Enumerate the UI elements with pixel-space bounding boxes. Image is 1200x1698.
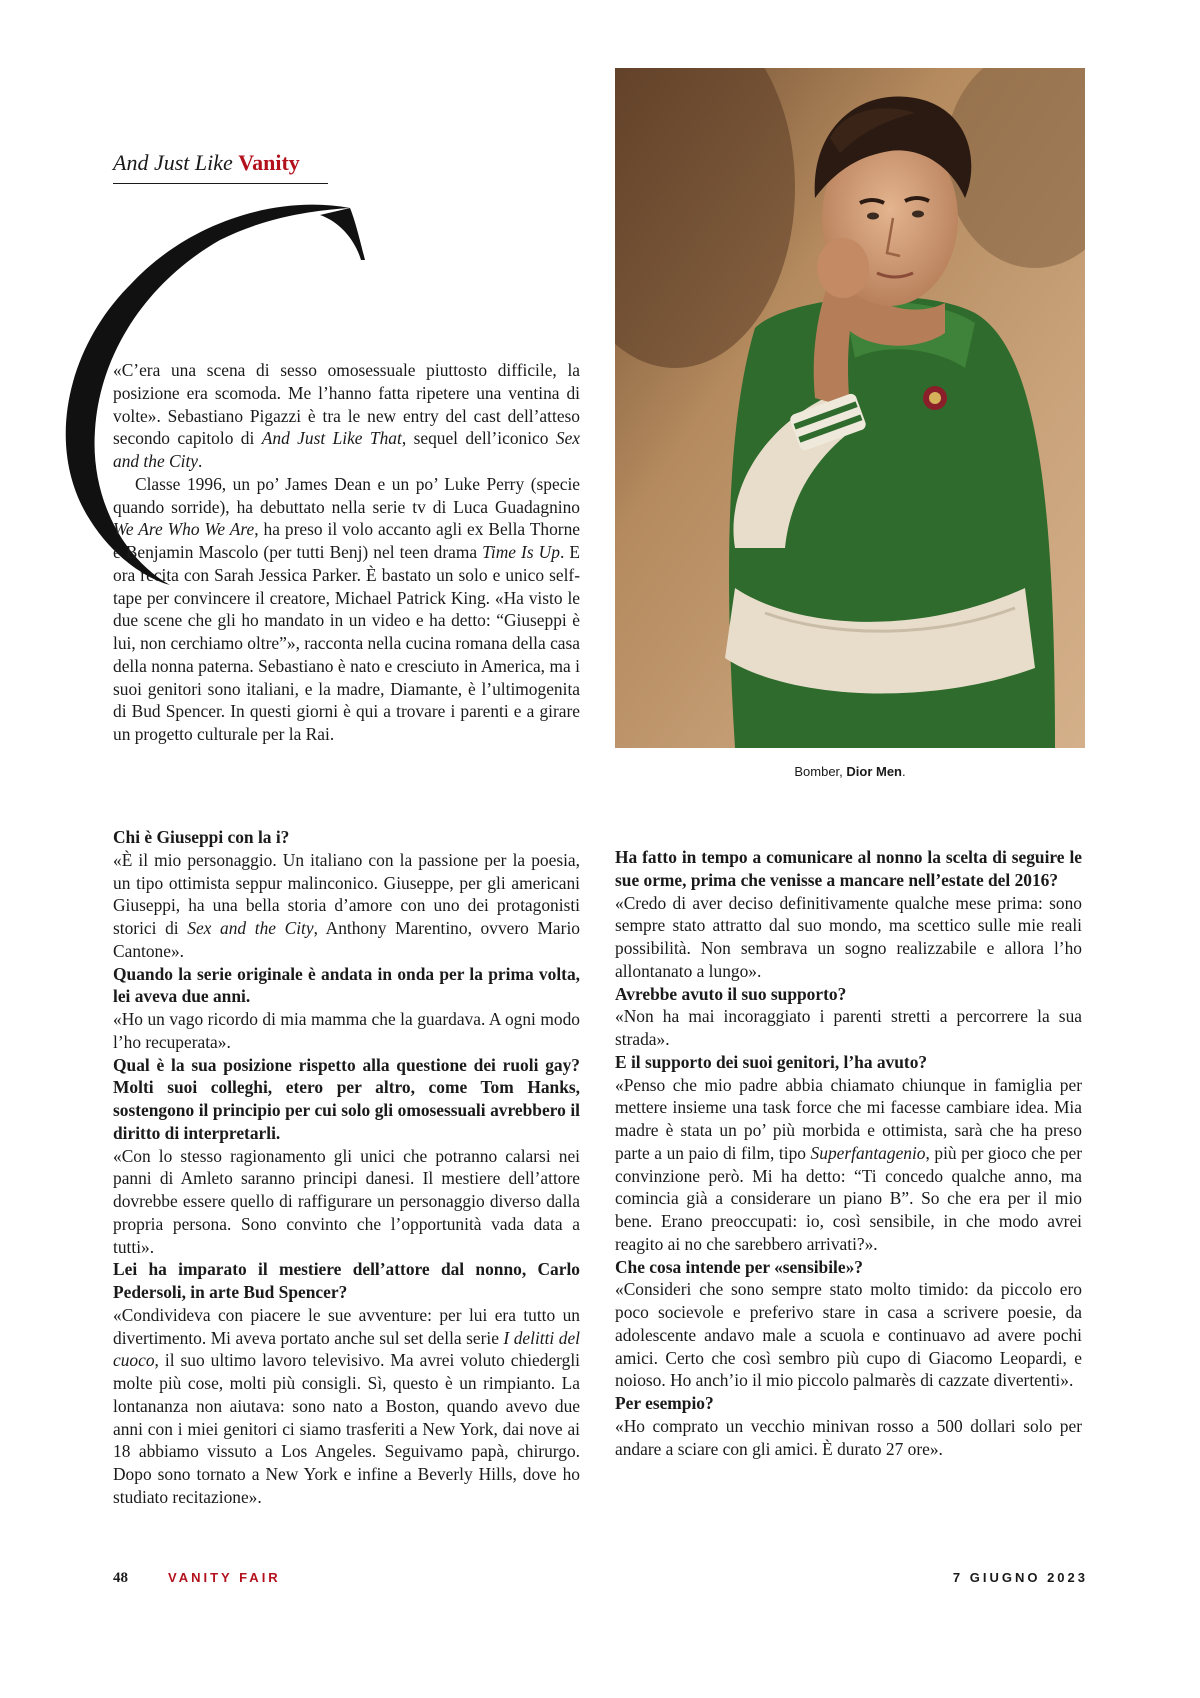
caption-brand: Dior Men (846, 764, 903, 779)
answer-title: I delitti del cuoco (113, 1327, 580, 1371)
answer-text: , più per gioco che per convinzione però. Mi ha detto: “Ti concedo qualche anno, ma comincia già a considerare un piano B”. So che era per il mio bene. Erano preoccupati: io, così sensibile, in che modo avrei reagito ai no che sarebbero arrivati?». (615, 1142, 1082, 1254)
magazine-name: VANITY FAIR (168, 1570, 281, 1585)
answer (615, 1074, 1082, 1256)
answer-text: «Penso che mio padre abbia chiamato chiunque in famiglia per mettere insieme una task force che mi facesse cambiare idea. Mia madre è stata un po’ più morbida e ottimista, sarà che ha preso parte a un paio di film, tipo (615, 1074, 1082, 1163)
question: Ha fatto in tempo a comunicare al nonno la scelta di seguire le sue orme, prima che venisse a mancare nell’estate del 2016? (615, 847, 1082, 890)
kicker-brand: Vanity (238, 150, 300, 175)
interview-column-right (615, 846, 1082, 1460)
intro-p2-text-a: Classe 1996, un po’ James Dean e un po’ Luke Perry (specie quando sorride), ha debuttato nella serie tv di Luca Guadagnino (113, 473, 580, 517)
answer-text: «Condivideva con piacere le sue avventure: per lui era tutto un divertimento. Mi aveva portato anche sul set della serie (113, 1304, 580, 1348)
answer (113, 1304, 580, 1509)
portrait-illustration (615, 68, 1085, 748)
intro-p2-text-c: . E ora recita con Sarah Jessica Parker. È bastato un solo e unico self-tape per convincere il creatore, Michael Patrick King. «Ha visto le due scene che gli ho mandato in un video e ha detto: “Giuseppi è lui, non cerchiamo oltre”», racconta nella cucina romana della casa della nonna paterna. Sebastiano è nato e cresciuto in America, ma i suoi genitori sono italiani, e la madre, Diamante, è l’ultimogenita di Bud Spencer. In questi giorni è qui a trovare i parenti e a girare un progetto culturale per la Rai. (113, 542, 580, 744)
portrait-photo (615, 68, 1085, 748)
intro-p1-text-c: . (198, 451, 203, 471)
question: Qual è la sua posizione rispetto alla questione dei ruoli gay? Molti suoi colleghi, etero per altro, come Tom Hanks, sostengono il principio per cui solo gli omosessuali avrebbero il diritto di interpretarli. (113, 1054, 580, 1143)
kicker-underline (113, 183, 328, 184)
answer (113, 849, 580, 963)
issue-date: 7 GIUGNO 2023 (952, 1570, 1088, 1585)
intro-p2-text-b: , ha preso il volo accanto agli ex Bella Thorne e Benjamin Mascolo (per tutti Benj) nel teen drama (113, 519, 580, 562)
interview-column-left (113, 826, 580, 1509)
intro-p1-title-2: Sex and the City (113, 428, 581, 471)
answer: «Con lo stesso ragionamento gli unici che potranno calarsi nei panni di Amleto saranno principi danesi. Il mestiere dell’attore dovrebbe essere quello di raffigurare un personaggio diverso dalla propria persona. Sono convinto che l’opportunità vada data a tutti». (113, 1145, 580, 1257)
kicker-prefix: And Just Like (113, 150, 239, 175)
intro-p1-text-b: , sequel dell’iconico (401, 428, 556, 449)
intro-p2-title-1: We Are Who We Are (113, 519, 255, 540)
section-kicker (113, 150, 300, 176)
intro-text (113, 359, 580, 746)
answer-text: , il suo ultimo lavoro televisivo. Ma avrei voluto chiedergli molte più cose, molti più consigli. Sì, questo è un rimpianto. La lontananza non aiutava: sono nato a Boston, quando avevo due anni con i miei genitori ci siamo trasferiti a New York, dai nove ai 18 abbiamo vissuto a Los Angeles. Seguivamo papà, chirurgo. Dopo sono tornato a New York e infine a Beverly Hills, dove ho studiato recitazione». (113, 1350, 580, 1507)
caption-suffix: . (902, 764, 906, 779)
page-number: 48 (113, 1570, 128, 1586)
answer: «Credo di aver deciso definitivamente qualche mese prima: sono sempre stato attratto dal suo mondo, ma scettico sulle mie reali possibilità. Non sembrava un sogno realizzabile e allora l’ho allontanato a lungo». (615, 892, 1082, 981)
question: Che cosa intende per «sensibile»? (615, 1256, 863, 1277)
answer: «Ho un vago ricordo di mia mamma che la guardava. A ogni modo l’ho recuperata». (113, 1009, 580, 1052)
caption-prefix: Bomber, (794, 764, 847, 779)
intro-p1-title-1: And Just Like That (261, 428, 402, 449)
answer-text: «È il mio personaggio. Un italiano con la passione per la poesia, un tipo ottimista seppur malinconico. Giuseppe, per gli americani Giuseppi, ha una bella storia d’amore con uno dei protagonisti storici di (113, 849, 580, 938)
photo-caption (615, 764, 1085, 779)
answer-title: Sex and the City (187, 918, 314, 938)
question: Avrebbe avuto il suo supporto? (615, 983, 847, 1004)
intro-p2-title-2: Time Is Up (482, 542, 560, 562)
answer-title: Superfantagenio (810, 1142, 926, 1163)
answer: «Ho comprato un vecchio minivan rosso a 500 dollari solo per andare a sciare con gli amici. È durato 27 ore». (615, 1415, 1082, 1459)
question: Lei ha imparato il mestiere dell’attore dal nonno, Carlo Pedersoli, in arte Bud Spencer? (113, 1259, 580, 1302)
intro-p1-text-a: «C’era una scena di sesso omosessuale piuttosto difficile, la posizione era scomoda. Me l’hanno fatta ripetere una ventina di volte». Sebastiano Pigazzi è tra le new entry del cast dell’atteso secondo capitolo di (113, 360, 580, 449)
question: Quando la serie originale è andata in onda per la prima volta, lei aveva due anni. (113, 963, 580, 1007)
question: E il supporto dei suoi genitori, l’ha avuto? (615, 1051, 928, 1072)
intro-paragraph-1 (113, 359, 580, 473)
intro-paragraph-2 (113, 473, 580, 746)
question: Per esempio? (615, 1393, 714, 1413)
question: Chi è Giuseppi con la i? (113, 827, 290, 847)
answer: «Non ha mai incoraggiato i parenti stretti a percorrere la sua strada». (615, 1006, 1082, 1049)
answer: «Consideri che sono sempre stato molto timido: da piccolo ero poco socievole e preferivo stare in casa a scrivere poesie, da adolescente andavo male a scuola e continuavo ad avere pochi amici. Certo che così sembro più cupo di Giacomo Leopardi, e noioso. Ho anch’io il mio piccolo palmarès di cazzate divertenti». (615, 1279, 1082, 1391)
answer-text: , Anthony Marentino, ovvero Mario Cantone». (113, 918, 580, 961)
